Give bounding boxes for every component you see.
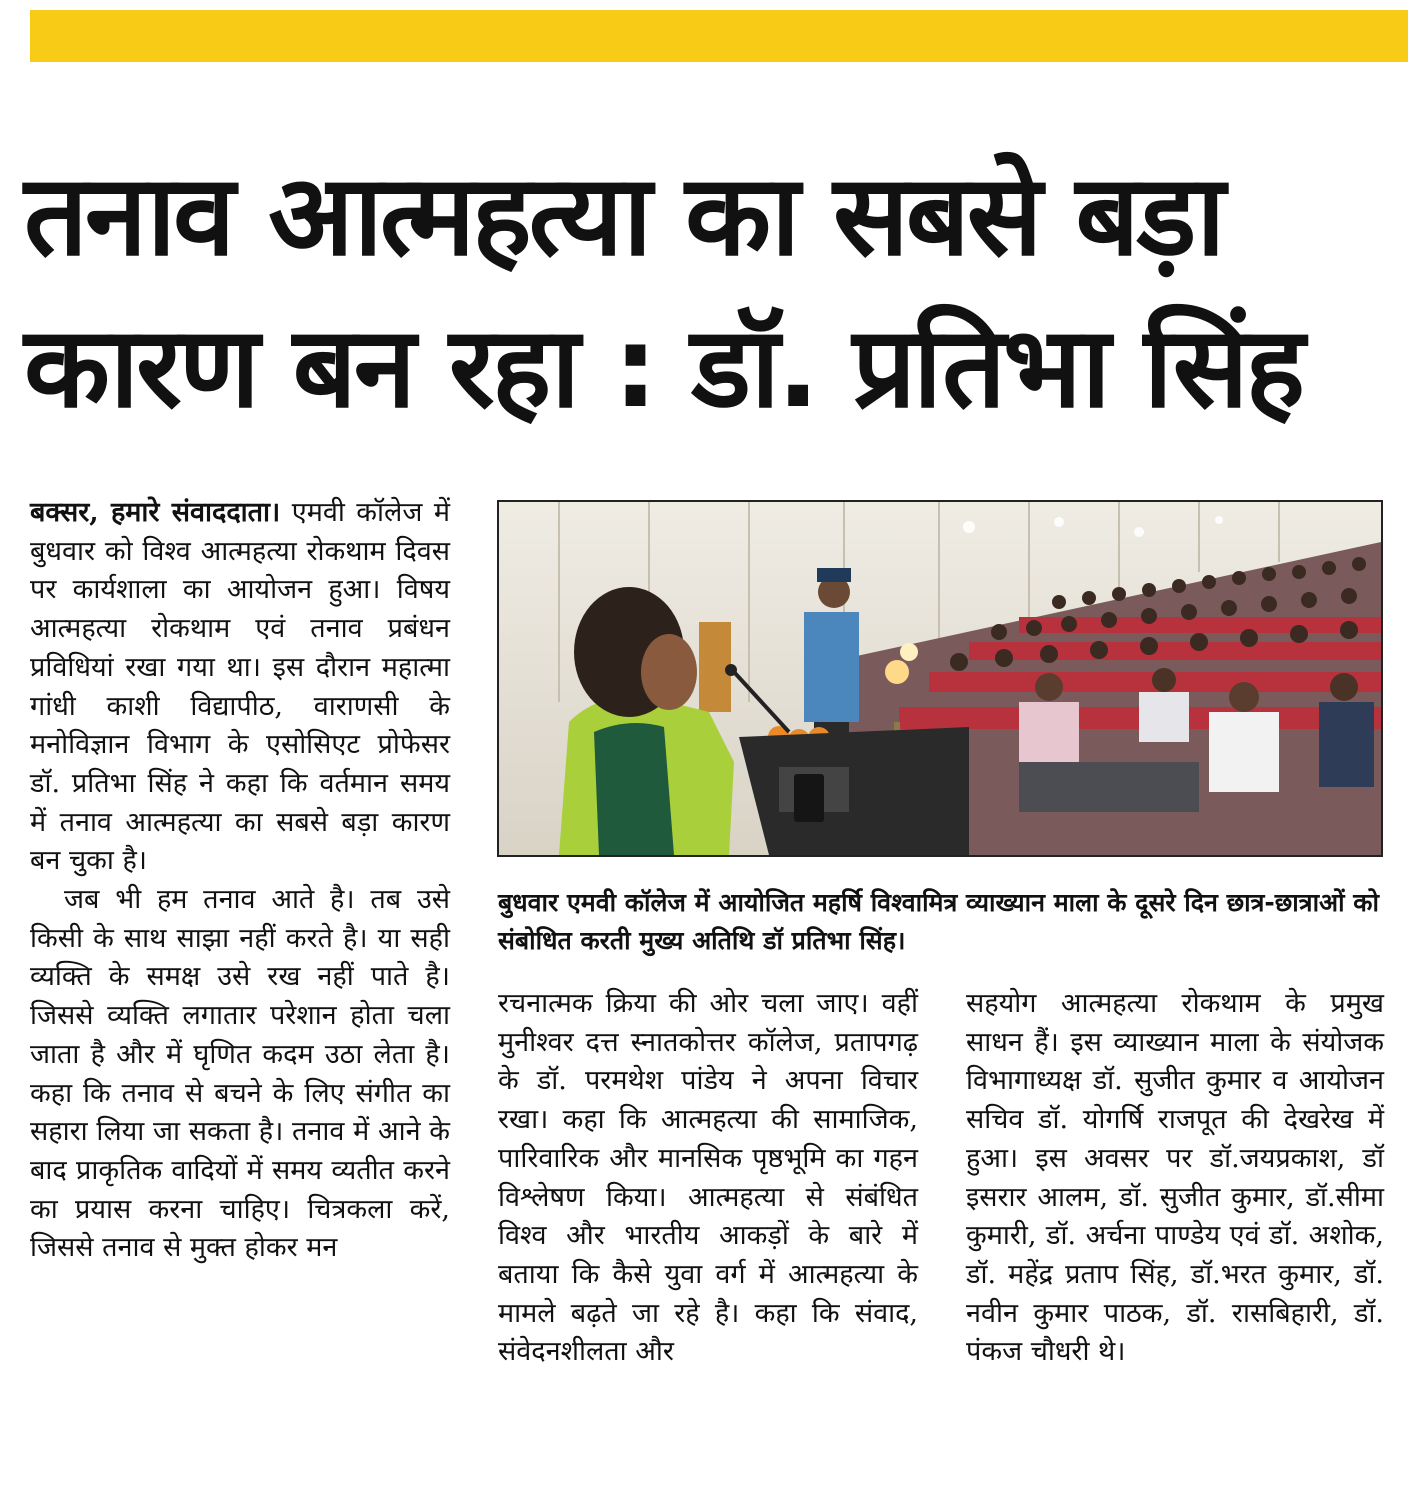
article-column-3: [966, 985, 1384, 1372]
photo-caption: बुधवार एमवी कॉलेज में आयोजित महर्षि विश्वामित्र व्याख्यान माला के दूसरे दिन छात्र-छात्राओं को संबोधित करती मुख्य अतिथि डॉ प्रतिभा सिंह।: [498, 888, 1379, 955]
body-paragraph: रचनात्मक क्रिया की ओर चला जाए। वहीं मुनीश्वर दत्त स्नातकोत्तर कॉलेज, प्रतापगढ़ के डॉ. परमथेश पांडेय ने अपना विचार रखा। कहा कि आत्महत्या की सामाजिक, पारिवारिक और मानसिक पृष्ठभूमि का गहन विश्लेषण किया। आत्महत्या से संबंधित विश्व और भारतीय आकड़ों के बारे में बताया कि कैसे युवा वर्ग में आत्महत्या के मामले बढ़ते जा रहे है। कहा कि संवाद, संवेदनशीलता और: [498, 988, 918, 1368]
article-column-1: [30, 494, 450, 1268]
event-photo: [497, 500, 1383, 857]
lead-paragraph: [30, 494, 450, 881]
dateline: बक्सर, हमारे संवाददाता।: [30, 497, 281, 528]
headline: तनाव आत्महत्या का सबसे बड़ा कारण बन रहा : डॉ. प्रतिभा सिंह: [24, 151, 1302, 434]
body-paragraph: सहयोग आत्महत्या रोकथाम के प्रमुख साधन हैं। इस व्याख्यान माला के संयोजक विभागाध्यक्ष डॉ. सुजीत कुमार व आयोजन सचिव डॉ. योगर्षि राजपूत की देखरेख में हुआ। इस अवसर पर डॉ.जयप्रकाश, डॉ इसरार आलम, डॉ. सुजीत कुमार, डॉ.सीमा कुमारी, डॉ. अर्चना पाण्डेय एवं डॉ. अशोक, डॉ. महेंद्र प्रताप सिंह, डॉ.भरत कुमार, डॉ. नवीन कुमार पाठक, डॉ. रासबिहारी, डॉ. पंकज चौधरी थे।: [966, 988, 1384, 1368]
article-column-2: [498, 985, 918, 1372]
top-accent-bar: [30, 10, 1408, 62]
body-paragraph: जब भी हम तनाव आते है। तब उसे किसी के साथ साझा नहीं करते है। या सही व्यक्ति के समक्ष उसे रख नहीं पाते है। जिससे व्यक्ति लगातार परेशान होता चला जाता है और में घृणित कदम उठा लेता है। कहा कि तनाव से बचने के लिए संगीत का सहारा लिया जा सकता है। तनाव में आने के बाद प्राकृतिक वादियों में समय व्यतीत करने का प्रयास करना चाहिए। चित्रकला करें, जिससे तनाव से मुक्त होकर मन: [30, 884, 450, 1264]
lead-text: एमवी कॉलेज में बुधवार को विश्व आत्महत्या रोकथाम दिवस पर कार्यशाला का आयोजन हुआ। विषय आत्महत्या रोकथाम एवं तनाव प्रबंधन प्रविधियां रखा गया था। इस दौरान महात्मा गांधी काशी विद्यापीठ, वाराणसी के मनोविज्ञान विभाग के एसोसिएट प्रोफेसर डॉ. प्रतिभा सिंह ने कहा कि वर्तमान समय में तनाव आत्महत्या का सबसे बड़ा कारण बन चुका है।: [30, 497, 450, 877]
